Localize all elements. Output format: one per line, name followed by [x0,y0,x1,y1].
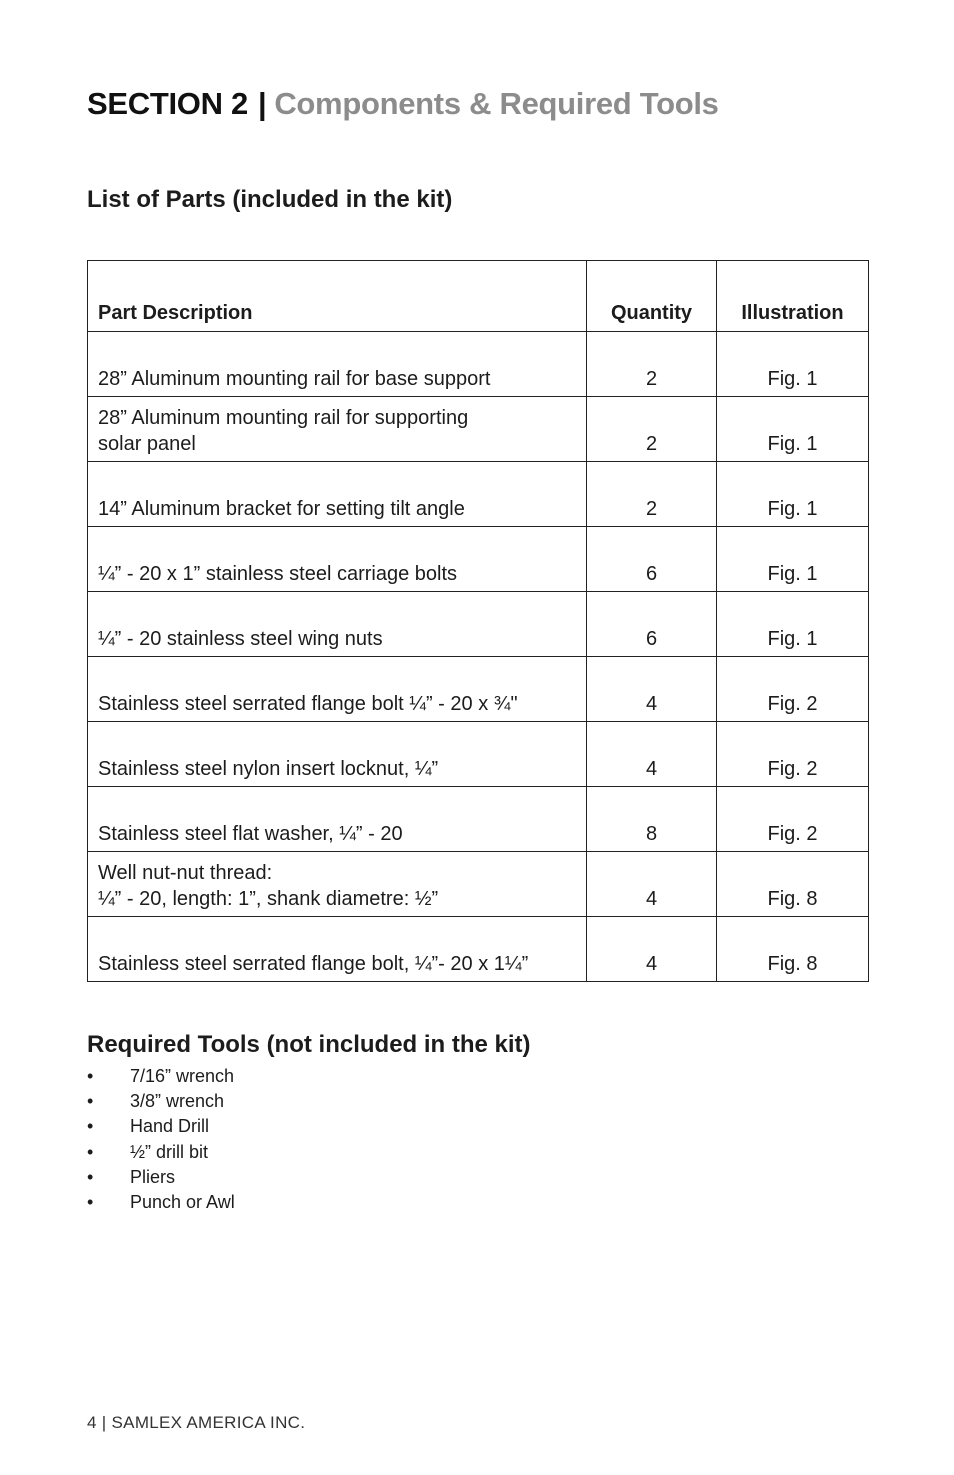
table-row [88,657,869,722]
tool-label: Punch or Awl [130,1192,235,1213]
part-illustration-cell: Fig. 1 [717,332,869,397]
bullet-icon: • [87,1091,94,1112]
part-description-line: Stainless steel serrated flange bolt, ¼”- 20 x 1¼” [98,953,529,975]
tools-heading: Required Tools (not included in the kit) [87,1031,531,1058]
part-description-line: ¼” - 20 stainless steel wing nuts [98,628,383,650]
part-illustration-cell: Fig. 2 [717,722,869,787]
part-illustration-cell: Fig. 2 [717,657,869,722]
table-row [88,917,869,982]
table-row [88,722,869,787]
part-description-cell [88,787,587,852]
tool-label: Hand Drill [130,1116,210,1137]
page-footer [87,1413,305,1433]
footer-separator: | [101,1413,107,1432]
part-illustration-cell: Fig. 1 [717,462,869,527]
section-label: SECTION 2 [87,86,248,121]
part-description-cell [88,527,587,592]
part-description-cell [88,397,587,462]
table-row [88,592,869,657]
part-description-cell [88,332,587,397]
bullet-icon: • [87,1116,94,1137]
column-header-quantity: Quantity [587,261,717,332]
bullet-icon: • [87,1166,94,1187]
tool-label: 3/8” wrench [130,1091,225,1112]
part-description-line: solar panel [98,433,196,455]
part-quantity-cell: 2 [587,397,717,462]
tool-label: Pliers [130,1166,176,1187]
part-description-cell [88,852,587,917]
part-description-line: Stainless steel serrated flange bolt ¼” - 20 x ¾" [98,693,518,715]
part-quantity-cell: 6 [587,592,717,657]
part-illustration-cell: Fig. 1 [717,527,869,592]
table-row [88,527,869,592]
part-description-line: ¼” - 20, length: 1”, shank diametre: ½” [98,888,439,910]
parts-table [87,260,869,982]
page-number: 4 [87,1413,97,1432]
part-quantity-cell: 6 [587,527,717,592]
section-subtitle: Components & Required Tools [274,86,719,121]
bullet-icon: • [87,1192,94,1213]
part-description-cell [88,592,587,657]
part-description-line: ¼” - 20 x 1” stainless steel carriage bolts [98,563,458,585]
part-quantity-cell: 4 [587,722,717,787]
list-item [87,1190,235,1215]
parts-table-header-row [88,261,869,332]
part-description-line: Well nut-nut thread: [98,862,273,884]
list-item [87,1114,235,1139]
part-illustration-cell: Fig. 2 [717,787,869,852]
parts-table-body [88,332,869,982]
part-description-line: Stainless steel flat washer, ¼” - 20 [98,823,403,845]
part-quantity-cell: 4 [587,657,717,722]
bullet-icon: • [87,1141,94,1162]
part-quantity-cell: 4 [587,852,717,917]
table-row [88,462,869,527]
list-item [87,1089,235,1114]
part-description-cell [88,722,587,787]
tool-label: ½” drill bit [130,1141,209,1162]
part-description-line: 28” Aluminum mounting rail for base support [98,368,491,390]
part-quantity-cell: 8 [587,787,717,852]
tool-label: 7/16” wrench [130,1066,235,1086]
part-description-line: Stainless steel nylon insert locknut, ¼” [98,758,439,780]
part-illustration-cell: Fig. 8 [717,852,869,917]
column-header-illustration: Illustration [717,261,869,332]
part-description-cell [88,917,587,982]
list-item [87,1140,235,1165]
column-header-description: Part Description [88,261,587,332]
part-description-cell [88,462,587,527]
part-quantity-cell: 2 [587,332,717,397]
part-description-cell [88,657,587,722]
table-row [88,332,869,397]
section-separator: | [257,86,267,121]
bullet-icon: • [87,1066,94,1086]
table-row [88,787,869,852]
list-item [87,1064,235,1089]
part-quantity-cell: 4 [587,917,717,982]
table-row [88,397,869,462]
part-illustration-cell: Fig. 1 [717,397,869,462]
footer-company: SAMLEX AMERICA INC. [111,1413,306,1432]
part-description-line: 28” Aluminum mounting rail for supporting [98,407,469,429]
parts-heading: List of Parts (included in the kit) [87,186,453,213]
part-illustration-cell: Fig. 1 [717,592,869,657]
part-quantity-cell: 2 [587,462,717,527]
part-illustration-cell: Fig. 8 [717,917,869,982]
section-title [87,86,719,122]
tools-list [87,1064,235,1215]
table-row [88,852,869,917]
list-item [87,1165,235,1190]
part-description-line: 14” Aluminum bracket for setting tilt angle [98,498,465,520]
